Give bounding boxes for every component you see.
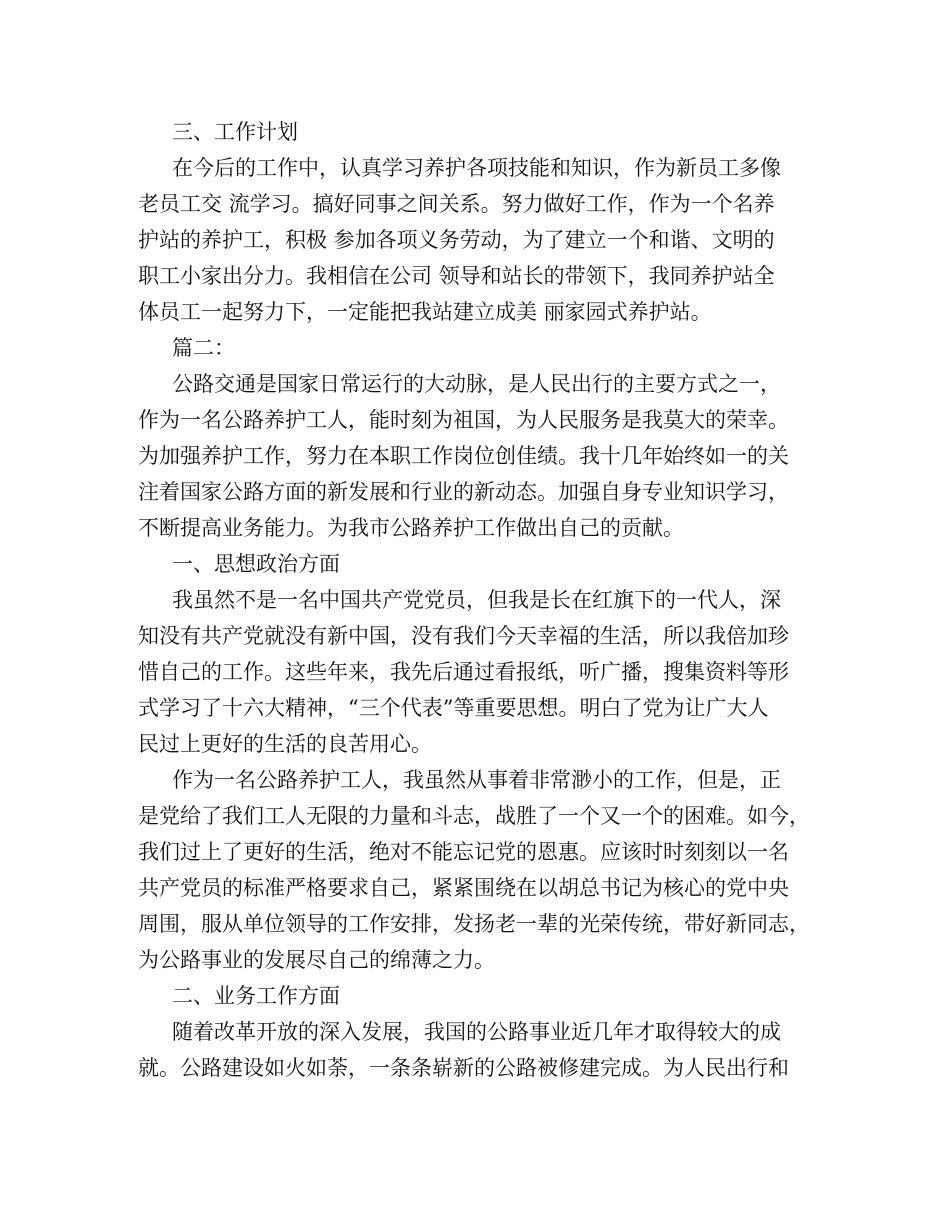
section-heading-political: 一、思想政治方面 xyxy=(172,552,340,576)
paragraph-line: 式学习了十六大精神，“三个代表”等重要思想。明白了党为让广大人 xyxy=(138,696,769,720)
section-heading-business: 二、业务工作方面 xyxy=(172,984,340,1008)
paragraph-line: 不断提高业务能力。为我市公路养护工作做出自己的贡献。 xyxy=(138,516,684,540)
paragraph-line: 注着国家公路方面的新发展和行业的新动态。加强自身专业知识学习， xyxy=(138,480,789,504)
paragraph-line: 知没有共产党就没有新中国，没有我们今天幸福的生活，所以我倍加珍 xyxy=(138,624,789,648)
paragraph-line: 是党给了我们工人无限的力量和斗志，战胜了一个又一个的困难。如今， xyxy=(138,804,810,828)
paragraph-line: 为公路事业的发展尽自己的绵薄之力。 xyxy=(138,948,495,972)
paragraph-line: 公路交通是国家日常运行的大动脉，是人民出行的主要方式之一， xyxy=(172,372,781,396)
paragraph-line: 周围，服从单位领导的工作安排，发扬老一辈的光荣传统，带好新同志， xyxy=(138,912,810,936)
section-heading-part-two: 篇二： xyxy=(172,336,235,360)
paragraph-line: 作为一名公路养护工人，能时刻为祖国，为人民服务是我莫大的荣幸。 xyxy=(138,408,789,432)
paragraph-line: 随着改革开放的深入发展，我国的公路事业近几年才取得较大的成 xyxy=(172,1020,781,1044)
paragraph-line: 惜自己的工作。这些年来，我先后通过看报纸，听广播，搜集资料等形 xyxy=(138,660,789,684)
paragraph-line: 为加强养护工作，努力在本职工作岗位创佳绩。我十几年始终如一的关 xyxy=(138,444,789,468)
paragraph-line: 作为一名公路养护工人，我虽然从事着非常渺小的工作，但是，正 xyxy=(172,768,781,792)
section-heading-work-plan: 三、工作计划 xyxy=(172,120,298,144)
paragraph-line: 职工小家出分力。我相信在公司 领导和站长的带领下，我同养护站全 xyxy=(138,264,775,288)
paragraph-line: 我们过上了更好的生活，绝对不能忘记党的恩惠。应该时时刻刻以一名 xyxy=(138,840,789,864)
paragraph-line: 在今后的工作中，认真学习养护各项技能和知识，作为新员工多像 xyxy=(172,156,781,180)
paragraph-line: 就。公路建设如火如荼，一条条崭新的公路被修建完成。为人民出行和 xyxy=(138,1056,789,1080)
paragraph-line: 老员工交 流学习。搞好同事之间关系。努力做好工作，作为一个名养 xyxy=(138,192,775,216)
paragraph-line: 护站的养护工，积极 参加各项义务劳动，为了建立一个和谐、文明的 xyxy=(138,228,775,252)
paragraph-line: 体员工一起努力下，一定能把我站建立成美 丽家园式养护站。 xyxy=(138,300,712,324)
paragraph-line: 民过上更好的生活的良苦用心。 xyxy=(138,732,432,756)
paragraph-line: 共产党员的标准严格要求自己，紧紧围绕在以胡总书记为核心的党中央 xyxy=(138,876,789,900)
paragraph-line: 我虽然不是一名中国共产党党员，但我是长在红旗下的一代人，深 xyxy=(172,588,781,612)
